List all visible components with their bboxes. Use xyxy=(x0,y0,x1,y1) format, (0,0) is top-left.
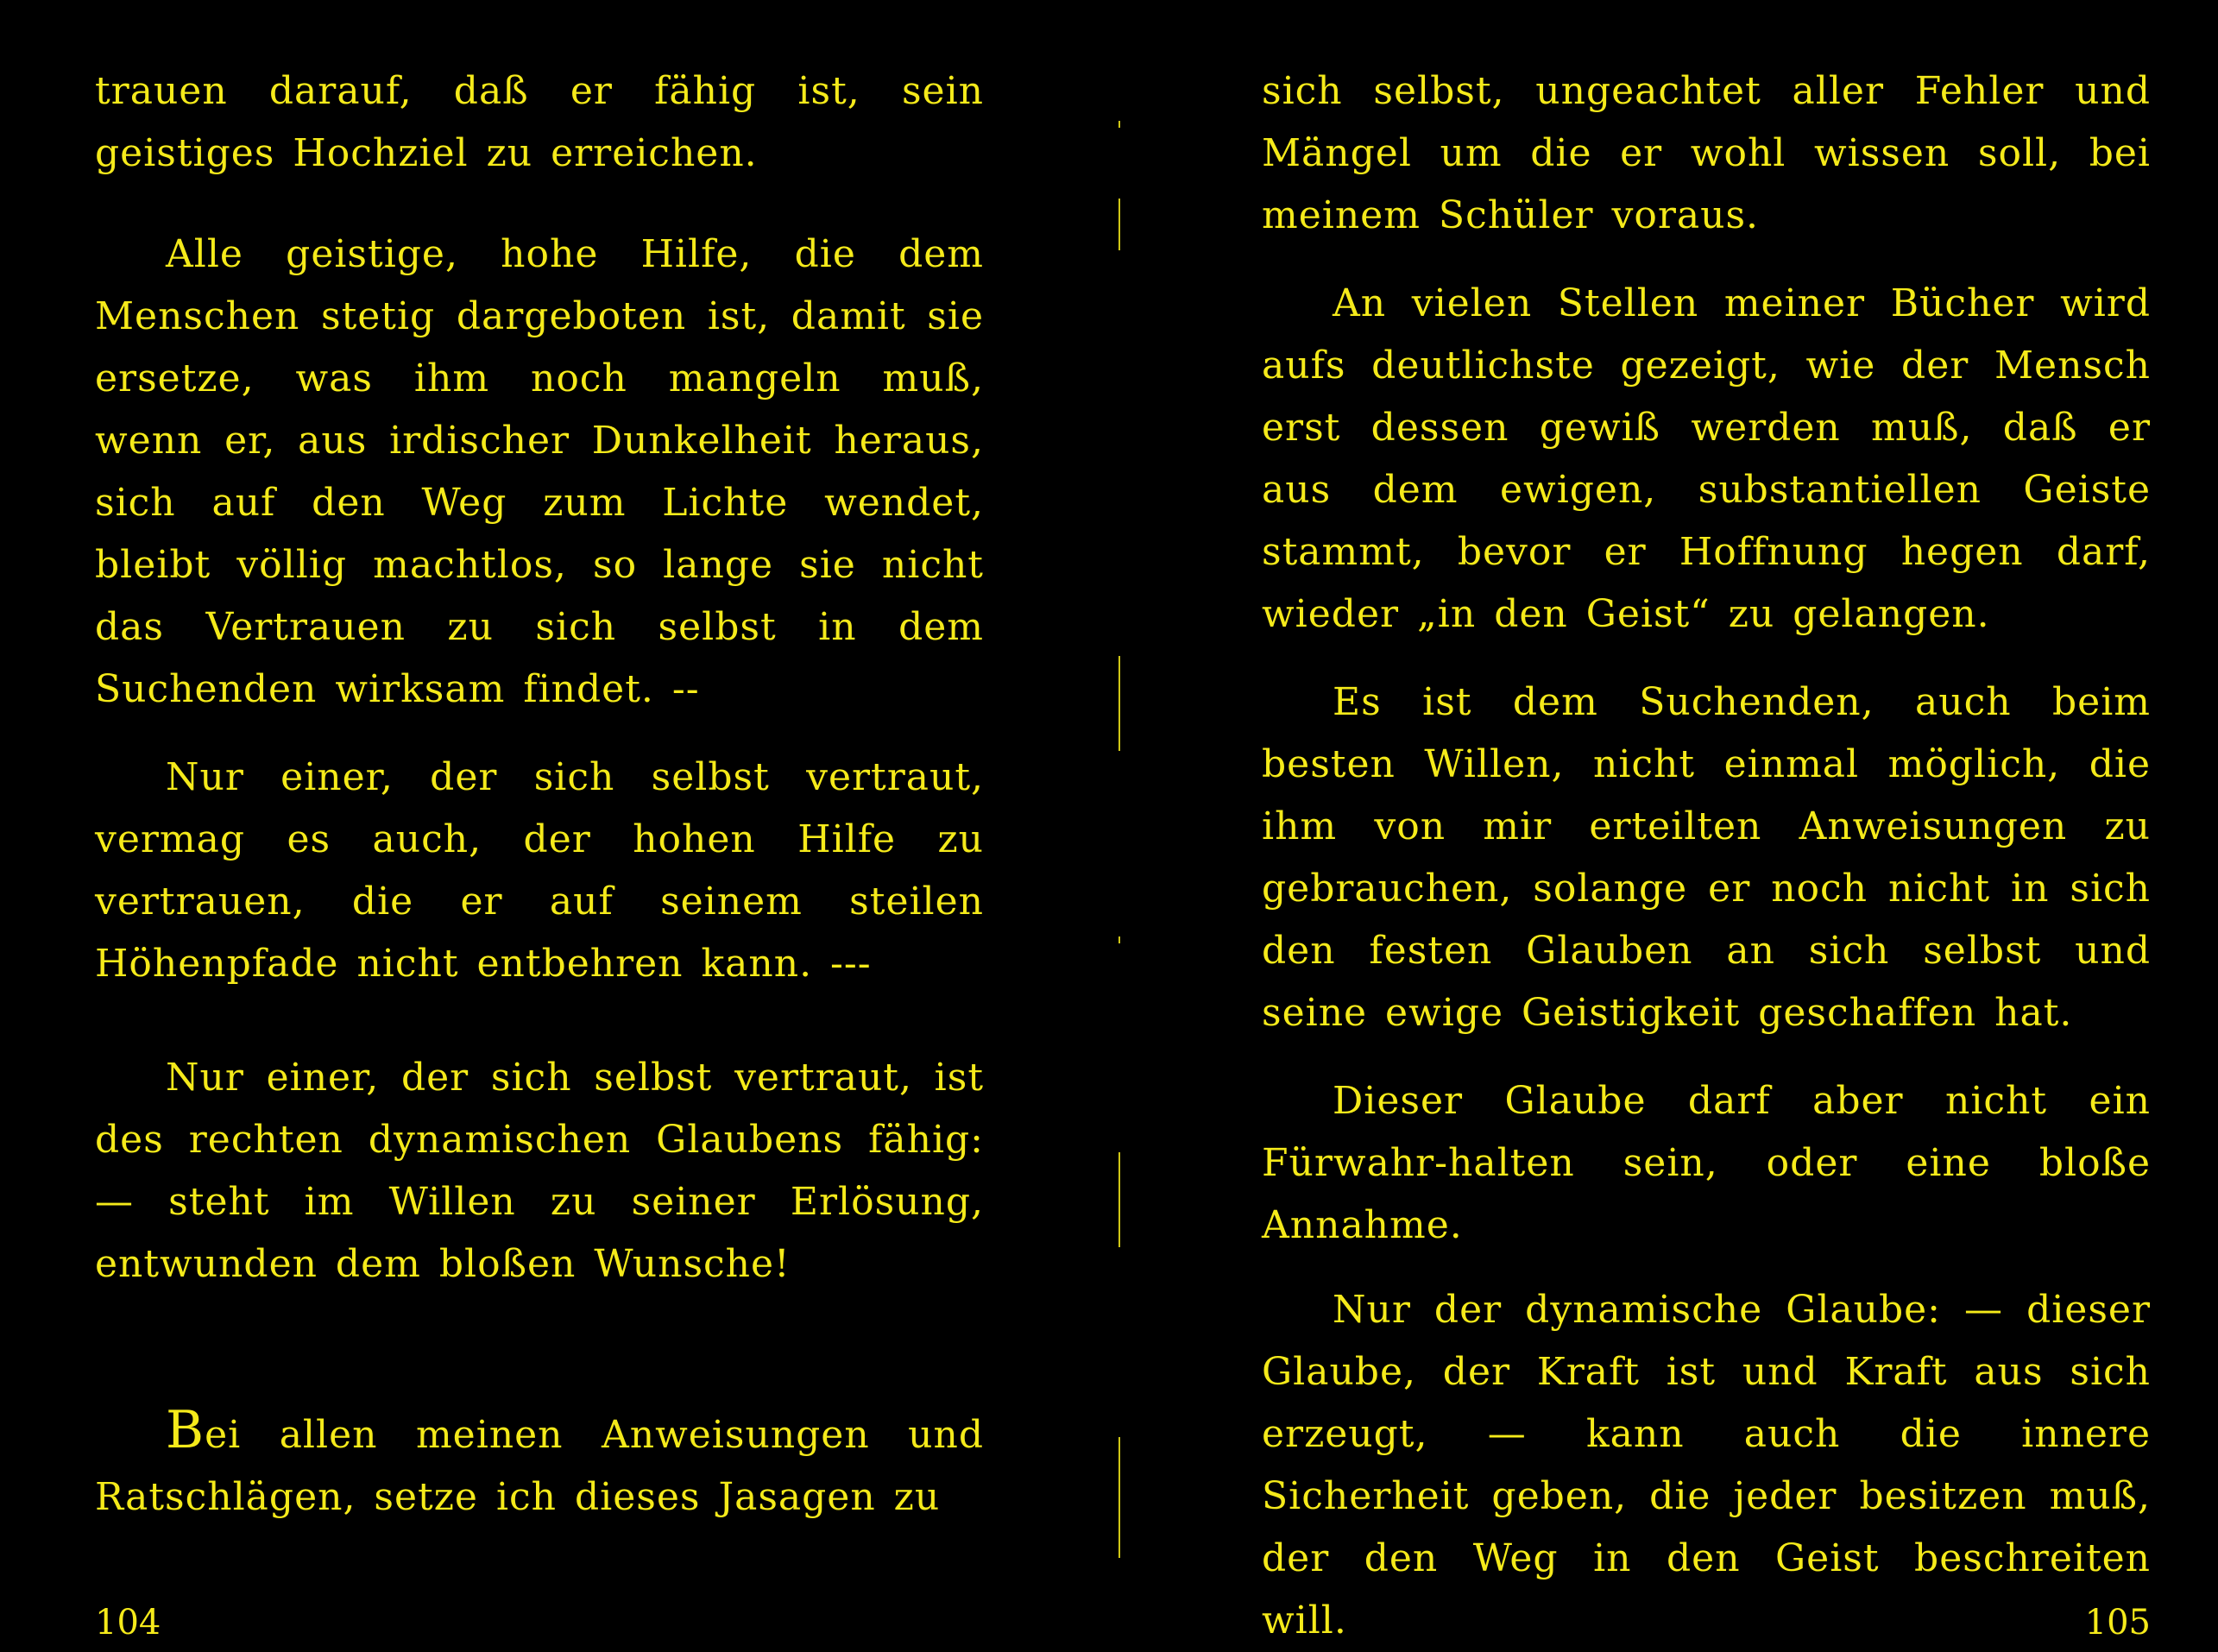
book-gutter xyxy=(1112,121,1129,1588)
left-paragraph-5: Bei allen meinen Anweisungen und Ratschlägen, setze ich dieses Jasagen zu xyxy=(95,1400,984,1519)
gutter-mark xyxy=(1118,936,1120,943)
right-paragraph-5: Nur der dynamische Glaube: — dieser Glaube, der Kraft ist und Kraft aus sich erzeugt, — kann auch die innere Sicherheit geben, die jeder besitzen muß, der den Weg in den Geist beschreiten will. xyxy=(1262,1288,2151,1643)
right-page xyxy=(1262,60,2151,1643)
gutter-mark xyxy=(1118,1437,1120,1558)
page-number-left: 104 xyxy=(95,1603,161,1643)
left-paragraph-1: trauen darauf, daß er fähig ist, sein geistiges Hochziel zu erreichen. xyxy=(95,69,984,175)
left-page xyxy=(95,60,984,1643)
right-paragraph-2: An vielen Stellen meiner Bücher wird aufs deutlichste gezeigt, wie der Mensch erst dessen gewiß werden muß, daß er aus dem ewigen, substantiellen Geiste stammt, bevor er Hoffnung hegen darf, wieder „in den Geist“ zu gelangen. xyxy=(1262,281,2151,636)
left-paragraph-3: Nur einer, der sich selbst vertraut, vermag es auch, der hohen Hilfe zu vertrauen, die er auf seinem steilen Höhenpfade nicht entbehren kann. --- xyxy=(95,755,984,986)
gutter-mark xyxy=(1118,121,1120,128)
left-paragraph-2: Alle geistige, hohe Hilfe, die dem Menschen stetig dargeboten ist, damit sie ersetze, was ihm noch mangeln muß, wenn er, aus irdischer Dunkelheit heraus, sich auf den Weg zum Lichte wendet, bleibt völlig machtlos, so lange sie nicht das Vertrauen zu sich selbst in dem Suchenden wirksam findet. -- xyxy=(95,232,984,711)
right-paragraph-1: sich selbst, ungeachtet aller Fehler und Mängel um die er wohl wissen soll, bei meinem Schüler voraus. xyxy=(1262,69,2151,237)
right-paragraph-3: Es ist dem Suchenden, auch beim besten Willen, nicht einmal möglich, die ihm von mir erteilten Anweisungen zu gebrauchen, solange er noch nicht in sich den festen Glauben an sich selbst und seine ewige Geistigkeit geschaffen hat. xyxy=(1262,680,2151,1035)
gutter-mark xyxy=(1118,656,1120,751)
page-number-right: 105 xyxy=(2084,1603,2151,1643)
left-paragraph-4: Nur einer, der sich selbst vertraut, ist des rechten dynamischen Glaubens fähig: — steht im Willen zu seiner Erlösung, entwunden dem bloßen Wunsche! xyxy=(95,1056,984,1286)
gutter-mark xyxy=(1118,199,1120,250)
gutter-mark xyxy=(1118,1152,1120,1247)
right-paragraph-4: Dieser Glaube darf aber nicht ein Fürwahr-halten sein, oder eine bloße Annahme. xyxy=(1262,1079,2151,1247)
